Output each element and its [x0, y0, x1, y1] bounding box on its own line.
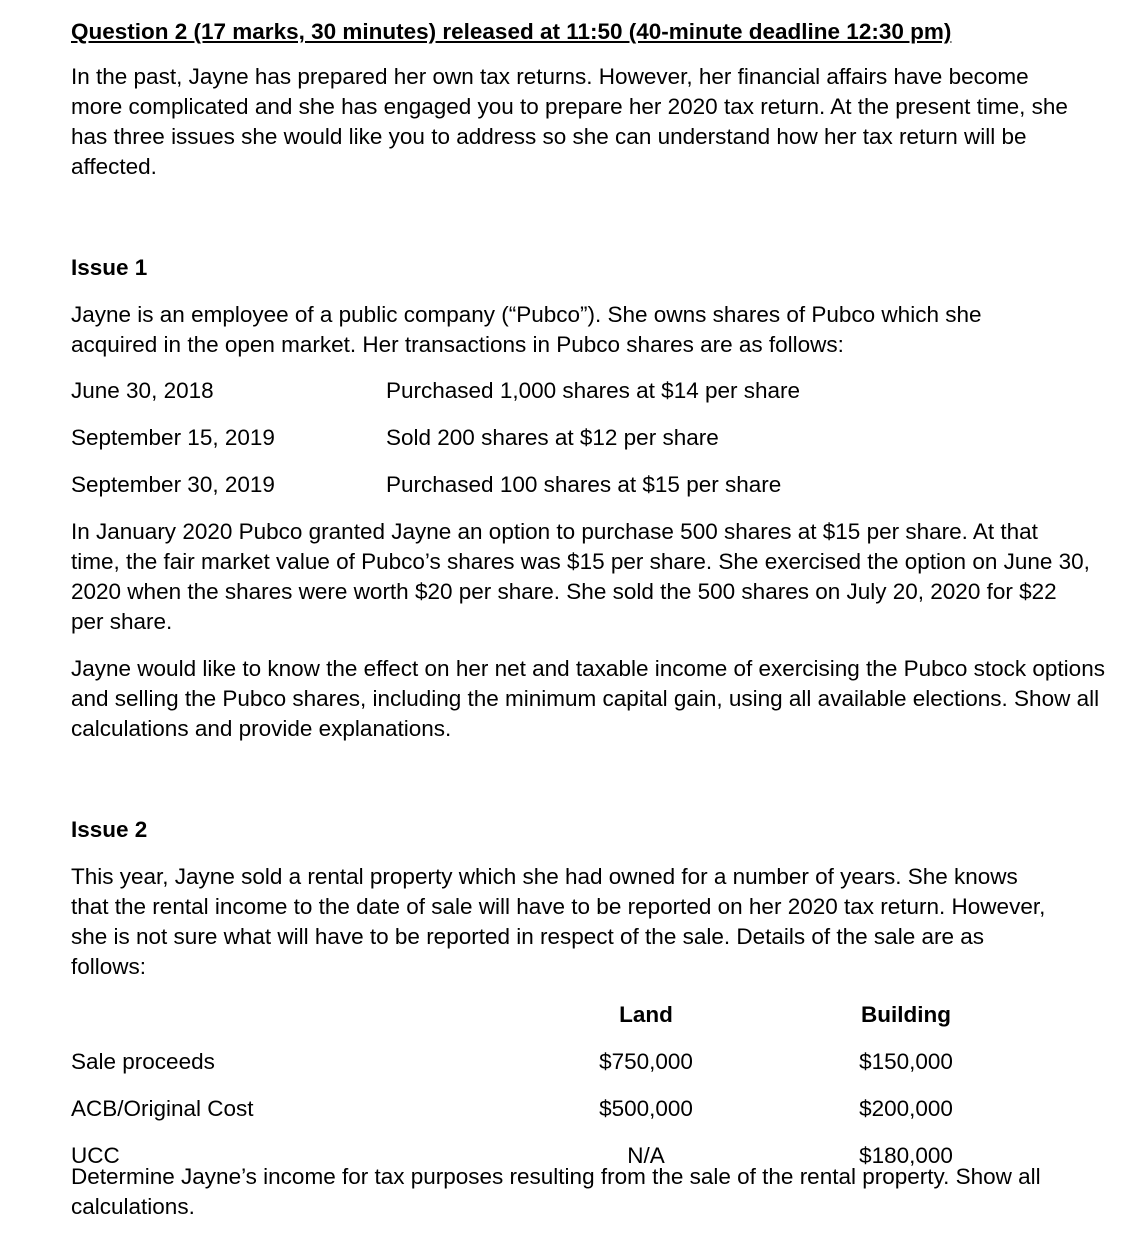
row-label: UCC — [71, 1143, 120, 1168]
building-column-header: Building — [861, 1002, 951, 1027]
building-value: $200,000 — [859, 1096, 953, 1121]
issue-1-heading: Issue 1 — [71, 255, 148, 280]
issue-1-request: Jayne would like to know the effect on her net and taxable income of exercising the Pubco stock options and selling the Pubco shares, including the minimum capital gain, using all available elections. Show all calculations and provide explanations. — [71, 656, 1105, 741]
land-value: $500,000 — [599, 1096, 693, 1121]
row-label: Sale proceeds — [71, 1049, 215, 1074]
table-header-row — [71, 1000, 1116, 1030]
table-row — [71, 1141, 1116, 1171]
transaction-description: Purchased 100 shares at $15 per share — [386, 472, 782, 497]
land-value: N/A — [627, 1143, 665, 1168]
sale-details-table — [71, 1000, 1116, 1170]
land-column-header: Land — [619, 1002, 673, 1027]
transaction-row — [71, 376, 1116, 406]
row-label: ACB/Original Cost — [71, 1096, 254, 1121]
issue-2-heading: Issue 2 — [71, 817, 148, 842]
issue-2-intro: This year, Jayne sold a rental property which she had owned for a number of years. She knows that the rental income to the date of sale will have to be reported on her 2020 tax return. However, she is not sure what will have to be reported in respect of the sale. Details of the sale are as follows: — [71, 864, 1046, 979]
building-value: $150,000 — [859, 1049, 953, 1074]
transaction-date: June 30, 2018 — [71, 378, 214, 403]
document-page — [71, 17, 1116, 1222]
transaction-row — [71, 470, 1116, 500]
stock-option-paragraph: In January 2020 Pubco granted Jayne an option to purchase 500 shares at $15 per share. At that time, the fair market value of Pubco’s shares was $15 per share. She exercised the option on June 30, 2020 when the shares were worth $20 per share. She sold the 500 shares on July 20, 2020 for $22 per share. — [71, 519, 1090, 634]
table-row — [71, 1094, 1116, 1124]
transaction-row — [71, 423, 1116, 453]
issue-1-intro: Jayne is an employee of a public company (“Pubco”). She owns shares of Pubco which she acquired in the open market. Her transactions in Pubco shares are as follows: — [71, 302, 982, 357]
transactions-table — [71, 376, 1116, 500]
issue-2-request: Determine Jayne’s income for tax purposes resulting from the sale of the rental property. Show all calculations. — [71, 1164, 1041, 1219]
question-title: Question 2 (17 marks, 30 minutes) released at 11:50 (40-minute deadline 12:30 pm) — [71, 19, 952, 44]
table-row — [71, 1047, 1116, 1077]
intro-paragraph: In the past, Jayne has prepared her own tax returns. However, her financial affairs have become more complicated and she has engaged you to prepare her 2020 tax return. At the present time, she has three issues she would like you to address so she can understand how her tax return will be affected. — [71, 64, 1068, 179]
building-value: $180,000 — [859, 1143, 953, 1168]
transaction-date: September 30, 2019 — [71, 472, 275, 497]
land-value: $750,000 — [599, 1049, 693, 1074]
transaction-date: September 15, 2019 — [71, 425, 275, 450]
transaction-description: Purchased 1,000 shares at $14 per share — [386, 378, 801, 403]
transaction-description: Sold 200 shares at $12 per share — [386, 425, 719, 450]
